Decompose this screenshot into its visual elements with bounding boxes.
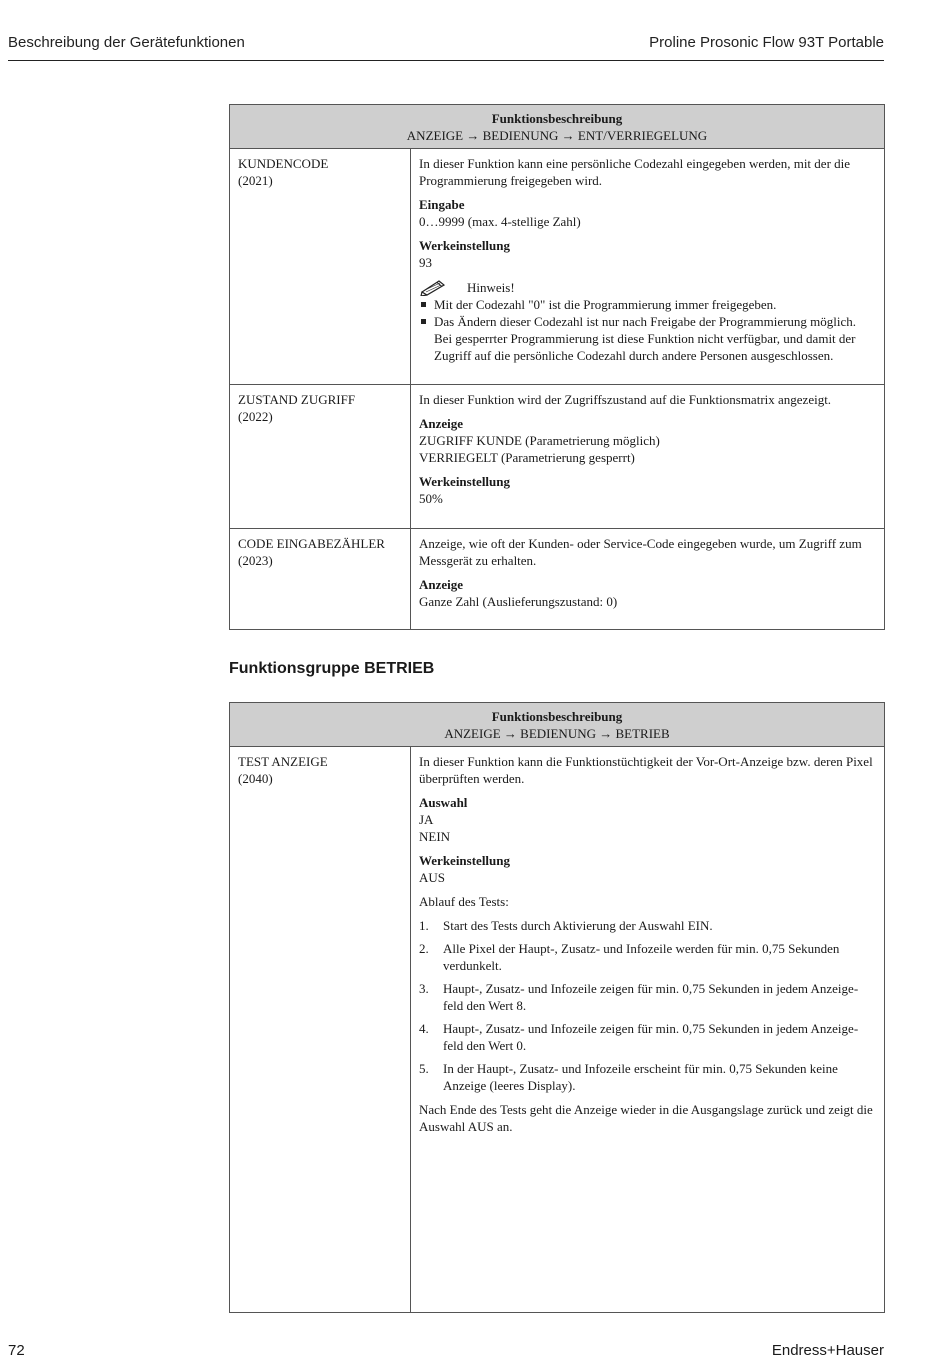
function-description: In dieser Funktion kann eine persönliche Codezahl eingegeben werden, mit der die Programmierung freigegeben wird. [419,156,851,188]
display-label: Anzeige [419,416,464,431]
display-value: VERRIEGELT (Parametrierung gesperrt) [419,450,635,465]
select-option: NEIN [419,829,451,844]
table-header-path: ANZEIGE → BEDIENUNG → BETRIEB [444,726,670,741]
step-text: Haupt-, Zusatz- und Infozeile zeigen für min. 0,75 Sekunden in jedem Anzeige-feld den Wert 8. [443,981,859,1013]
select-option: JA [419,812,434,827]
table-header-path: ANZEIGE → BEDIENUNG → ENT/VERRIEGELUNG [406,128,708,143]
table-row [230,747,884,1312]
list-item [419,1060,876,1094]
header-product-name: Proline Prosonic Flow 93T Portable [649,34,884,51]
default-value: 93 [419,255,432,270]
function-name-cell [230,747,411,1312]
list-item [419,1020,876,1054]
brand-name: Endress+Hauser [771,1342,884,1359]
list-item [419,940,876,974]
function-name: KUNDENCODE [238,156,329,171]
table-header-title: Funktionsbeschreibung [491,111,623,126]
function-name: CODE EINGABEZÄHLER [238,536,385,551]
function-description-cell [411,747,884,1312]
pencil-icon [419,278,449,296]
step-text: Alle Pixel der Haupt-, Zusatz- und Infozeile werden für min. 0,75 Sekunden verdunkelt. [443,941,840,973]
function-description: In dieser Funktion wird der Zugriffszustand auf die Funktionsmatrix angezeigt. [419,392,832,407]
display-value: Ganze Zahl (Auslieferungszustand: 0) [419,594,618,609]
step-number: 5. [419,1061,429,1076]
default-value: 50% [419,491,443,506]
page-number: 72 [8,1342,25,1359]
list-item: Mit der Codezahl "0" ist die Programmierung immer freigegeben. [419,296,876,313]
default-label: Werkeinstellung [419,853,511,868]
list-item [419,917,876,934]
default-label: Werkeinstellung [419,238,511,253]
function-code: (2023) [238,553,273,568]
steps-intro: Ablauf des Tests: [419,894,509,909]
table-row [230,529,884,629]
step-number: 2. [419,941,429,956]
function-description-cell [411,385,884,528]
list-item [419,980,876,1014]
table-header [230,703,884,747]
display-value: ZUGRIFF KUNDE (Parametrierung möglich) [419,433,660,448]
step-number: 1. [419,918,429,933]
select-label: Auswahl [419,795,468,810]
function-name-cell [230,149,411,384]
function-table-operation [229,702,885,1313]
function-name-cell [230,529,411,629]
table-header-title: Funktionsbeschreibung [491,709,623,724]
default-label: Werkeinstellung [419,474,511,489]
table-row [230,385,884,529]
function-name-cell [230,385,411,528]
function-name: TEST ANZEIGE [238,754,328,769]
note-label: Hinweis! [467,279,515,295]
page-header [8,32,884,61]
default-value: AUS [419,870,446,885]
table-header [230,105,884,149]
steps-list [419,917,876,1094]
function-description: Anzeige, wie oft der Kunden- oder Service-Code eingegeben wurde, um Zugriff zum Messgerät zu erhalten. [419,536,862,568]
function-code: (2040) [238,771,273,786]
note-list [419,296,876,364]
function-table-access [229,104,885,630]
step-number: 4. [419,1021,429,1036]
function-code: (2021) [238,173,273,188]
note-heading [419,278,876,296]
closing-text: Nach Ende des Tests geht die Anzeige wieder in die Ausgangslage zurück und zeigt die Auswahl AUS an. [419,1102,873,1134]
function-name: ZUSTAND ZUGRIFF [238,392,356,407]
function-code: (2022) [238,409,273,424]
function-description: In dieser Funktion kann die Funktionstüchtigkeit der Vor-Ort-Anzeige bzw. deren Pixel überprüften werden. [419,754,873,786]
step-text: Haupt-, Zusatz- und Infozeile zeigen für min. 0,75 Sekunden in jedem Anzeige-feld den Wert 0. [443,1021,859,1053]
header-section-title: Beschreibung der Gerätefunktionen [8,34,245,51]
input-value: 0…9999 (max. 4-stellige Zahl) [419,214,581,229]
display-label: Anzeige [419,577,464,592]
step-text: Start des Tests durch Aktivierung der Auswahl EIN. [443,918,713,933]
function-description-cell [411,529,884,629]
table-row [230,149,884,385]
step-number: 3. [419,981,429,996]
step-text: In der Haupt-, Zusatz- und Infozeile erscheint für min. 0,75 Sekunden keine Anzeige (leeres Display). [443,1061,838,1093]
function-description-cell [411,149,884,384]
list-item: Das Ändern dieser Codezahl ist nur nach Freigabe der Programmierung möglich. Bei gesperrter Programmierung ist diese Funktion nicht verfügbar, und damit der Zugriff auf die persönliche Codezahl durch andere Personen ausgeschlossen. [419,313,876,364]
input-label: Eingabe [419,197,465,212]
section-heading: Funktionsgruppe BETRIEB [229,660,435,677]
